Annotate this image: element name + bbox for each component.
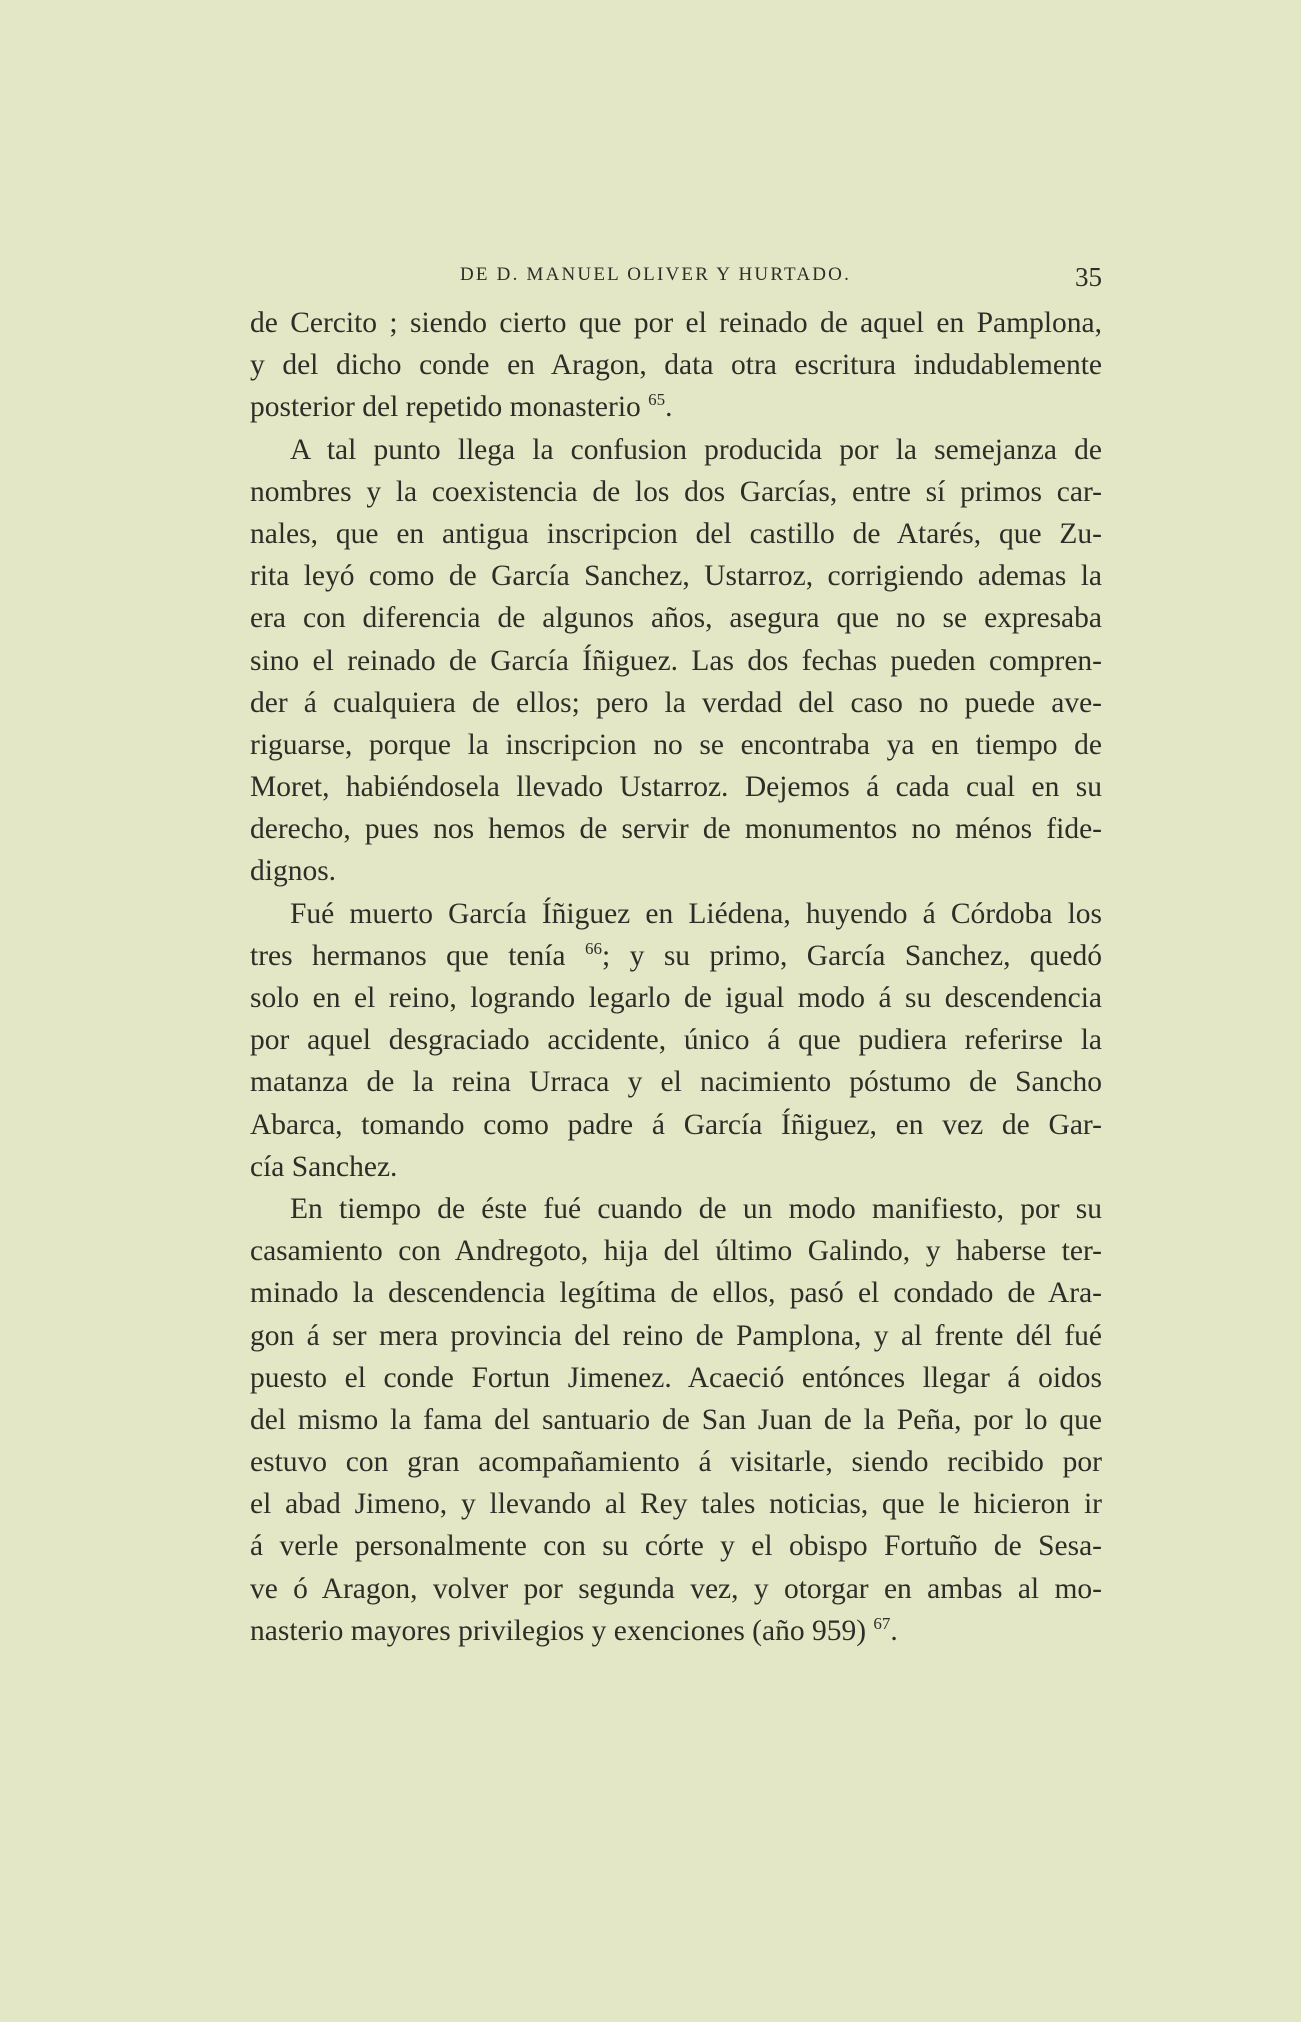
running-head xyxy=(250,258,1102,298)
text-line: nales, que en antigua inscripcion del castillo de Atarés, que Zu- xyxy=(250,517,1102,550)
paragraph xyxy=(250,429,1102,893)
running-title: DE D. MANUEL OLIVER Y HURTADO. xyxy=(460,264,852,285)
text-line xyxy=(250,386,1102,428)
text-line xyxy=(250,1610,1102,1652)
text-line: casamiento con Andregoto, hija del último Galindo, y haberse ter- xyxy=(250,1235,1102,1268)
text-line: sino el reinado de García Íñiguez. Las dos fechas pueden compren- xyxy=(250,644,1102,677)
text-line: del mismo la fama del santuario de San Juan de la Peña, por lo que xyxy=(250,1403,1102,1436)
line-text-after: . xyxy=(890,1614,898,1647)
text-line: solo en el reino, logrando legarlo de igual modo á su descendencia xyxy=(250,982,1102,1014)
text-line: matanza de la reina Urraca y el nacimiento póstumo de Sancho xyxy=(250,1066,1102,1099)
text-line: gon á ser mera provincia del reino de Pamplona, y al frente dél fué xyxy=(250,1319,1102,1352)
footnote-marker: 66 xyxy=(584,938,602,958)
line-text: nasterio mayores privilegios y exenciones (año 959) xyxy=(250,1614,867,1647)
paragraph xyxy=(250,302,1102,429)
text-line: Fué muerto García Íñiguez en Liédena, huyendo á Córdoba los xyxy=(290,897,1102,930)
text-line: cía Sanchez. xyxy=(250,1150,398,1183)
paragraph xyxy=(250,1188,1102,1652)
footnote-marker: 65 xyxy=(648,390,666,410)
line-text-after: ; y su primo, García Sanchez, quedó xyxy=(601,939,1102,972)
text-line: minado la descendencia legítima de ellos, pasó el condado de Ara- xyxy=(250,1277,1102,1310)
text-line: nombres y la coexistencia de los dos Garcías, entre sí primos car- xyxy=(250,475,1102,508)
page-number: 35 xyxy=(1075,262,1102,292)
text-line: derecho, pues nos hemos de servir de monumentos no ménos fide- xyxy=(250,813,1102,846)
text-line: puesto el conde Fortun Jimenez. Acaeció entónces llegar á oidos xyxy=(250,1361,1102,1394)
text-line: estuvo con gran acompañamiento á visitarle, siendo recibido por xyxy=(250,1446,1102,1479)
text-line: era con diferencia de algunos años, asegura que no se expresaba xyxy=(250,602,1102,635)
line-text: posterior del repetido monasterio xyxy=(250,391,641,424)
text-line: ve ó Aragon, volver por segunda vez, y otorgar en ambas al mo- xyxy=(250,1572,1102,1605)
text-line: Moret, habiéndosela llevado Ustarroz. Dejemos á cada cual en su xyxy=(250,771,1102,804)
text-line: A tal punto llega la confusion producida por la semejanza de xyxy=(290,433,1102,466)
paragraph xyxy=(250,893,1102,1188)
text-line: y del dicho conde en Aragon, data otra escritura indudablemente xyxy=(250,349,1102,382)
line-text: tres hermanos que tenía xyxy=(250,939,566,972)
text-line: de Cercito ; siendo cierto que por el reinado de aquel en Pamplona, xyxy=(250,307,1102,339)
text-line: dignos. xyxy=(250,855,337,888)
text-line: der á cualquiera de ellos; pero la verdad del caso no puede ave- xyxy=(250,686,1102,719)
footnote-marker: 67 xyxy=(873,1613,891,1633)
text-line: riguarse, porque la inscripcion no se encontraba ya en tiempo de xyxy=(250,728,1102,761)
text-line xyxy=(250,935,1102,977)
text-line: por aquel desgraciado accidente, único á que pudiera referirse la xyxy=(250,1024,1102,1057)
text-line: Abarca, tomando como padre á García Íñiguez, en vez de Gar- xyxy=(250,1108,1102,1141)
body-text xyxy=(250,302,1102,1652)
text-line: En tiempo de éste fué cuando de un modo manifiesto, por su xyxy=(290,1192,1102,1225)
text-line: el abad Jimeno, y llevando al Rey tales noticias, que le hicieron ir xyxy=(250,1488,1102,1521)
text-line: á verle personalmente con su córte y el obispo Fortuño de Sesa- xyxy=(250,1530,1102,1563)
text-line: rita leyó como de García Sanchez, Ustarroz, corrigiendo ademas la xyxy=(250,560,1102,593)
line-text-after: . xyxy=(665,391,673,424)
